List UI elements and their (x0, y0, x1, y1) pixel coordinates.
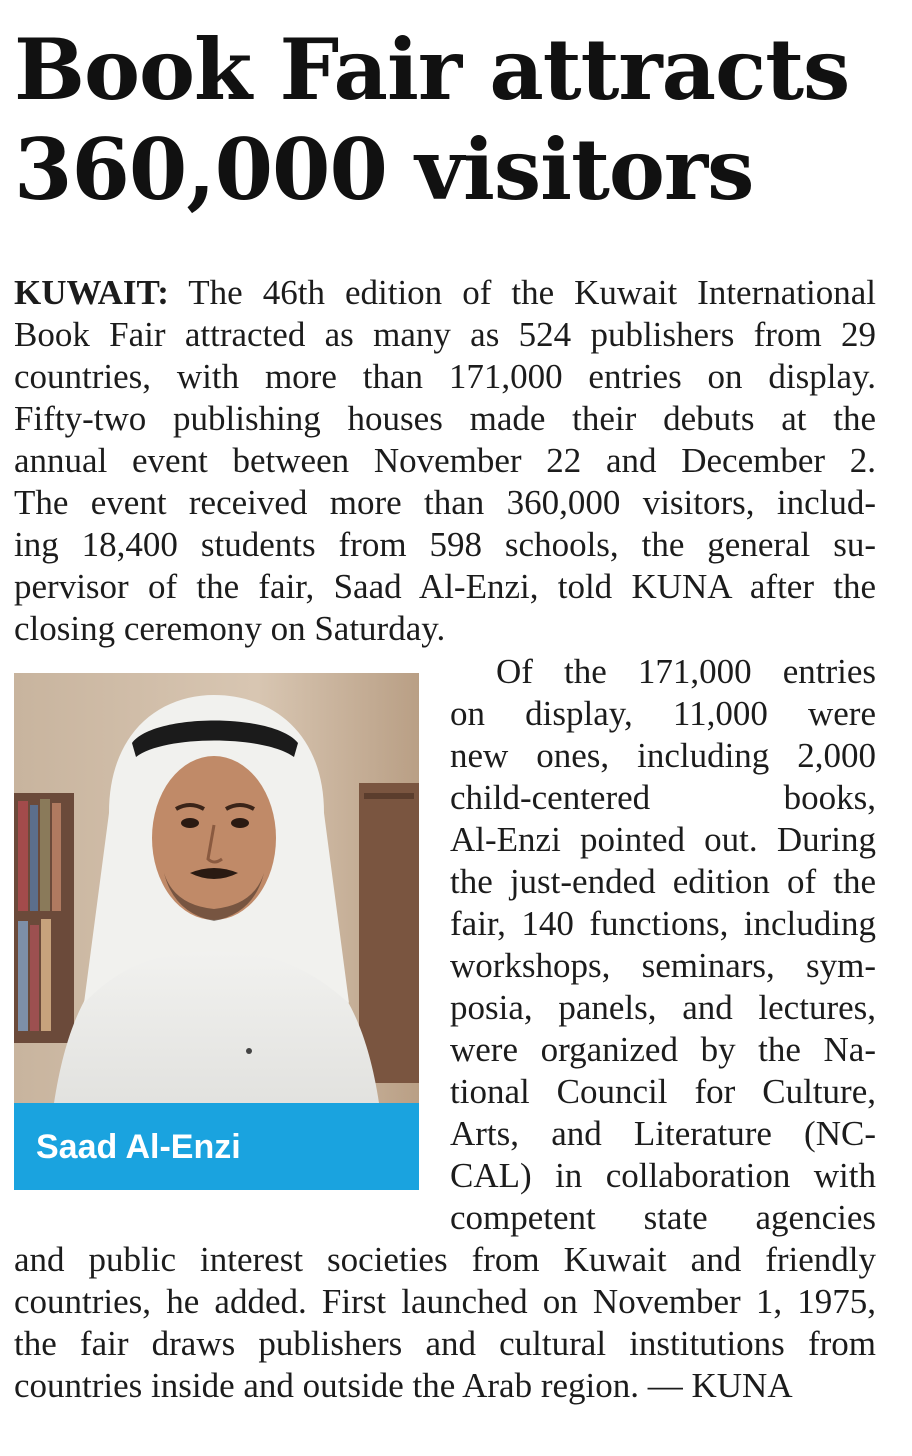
photo-caption-bar (14, 1103, 419, 1190)
body-line-top-5: annual event between November 22 and December 2. (14, 441, 876, 480)
portrait-photo (14, 673, 419, 1190)
body-line-side-8: workshops, seminars, sym- (450, 946, 876, 985)
dateline: KUWAIT: (14, 273, 169, 312)
portrait-image (14, 673, 419, 1103)
body-line-side-5: Al-Enzi pointed out. During (450, 820, 876, 859)
body-line-side-6: the just-ended edition of the (450, 862, 876, 901)
body-line-top-7: ing 18,400 students from 598 schools, the general su- (14, 525, 876, 564)
body-line-bottom-1: and public interest societies from Kuwait and friendly (14, 1240, 876, 1279)
body-line-bottom-3: the fair draws publishers and cultural institutions from (14, 1324, 876, 1363)
body-line-top-4: Fifty-two publishing houses made their debuts at the (14, 399, 876, 438)
body-line-side-2: on display, 11,000 were (450, 694, 876, 733)
body-line-side-12: Arts, and Literature (NC- (450, 1114, 876, 1153)
body-line-side-7: fair, 140 functions, including (450, 904, 876, 943)
body-line-top-1 (14, 272, 876, 314)
headline-line-2: 360,000 visitors (14, 120, 754, 219)
body-line-side-10: were organized by the Na- (450, 1030, 876, 1069)
headline-line-1: Book Fair attracts (14, 20, 850, 119)
body-line-side-9: posia, panels, and lectures, (450, 988, 876, 1027)
body-line-top-2: Book Fair attracted as many as 524 publishers from 29 (14, 315, 876, 354)
body-line-bottom-2: countries, he added. First launched on November 1, 1975, (14, 1282, 876, 1321)
body-line-top-9: closing ceremony on Saturday. (14, 609, 446, 648)
body-line-side-4: child-centered books, (450, 778, 876, 817)
body-line-side-3: new ones, including 2,000 (450, 736, 876, 775)
body-line-side-14: competent state agencies (450, 1198, 876, 1237)
body-line-bottom-4: countries inside and outside the Arab region. — KUNA (14, 1366, 793, 1405)
body-line-side-13: CAL) in collaboration with (450, 1156, 876, 1195)
photo-caption: Saad Al-Enzi (36, 1128, 241, 1166)
body-line-side-11: tional Council for Culture, (450, 1072, 876, 1111)
body-line-top-6: The event received more than 360,000 visitors, includ- (14, 483, 876, 522)
headline (14, 20, 894, 220)
body-line-top-8: pervisor of the fair, Saad Al-Enzi, told KUNA after the (14, 567, 876, 606)
body-line-top-1-text: The 46th edition of the Kuwait International (168, 273, 876, 312)
body-line-top-3: countries, with more than 171,000 entries on display. (14, 357, 876, 396)
body-line-side-1: Of the 171,000 entries (496, 652, 876, 691)
